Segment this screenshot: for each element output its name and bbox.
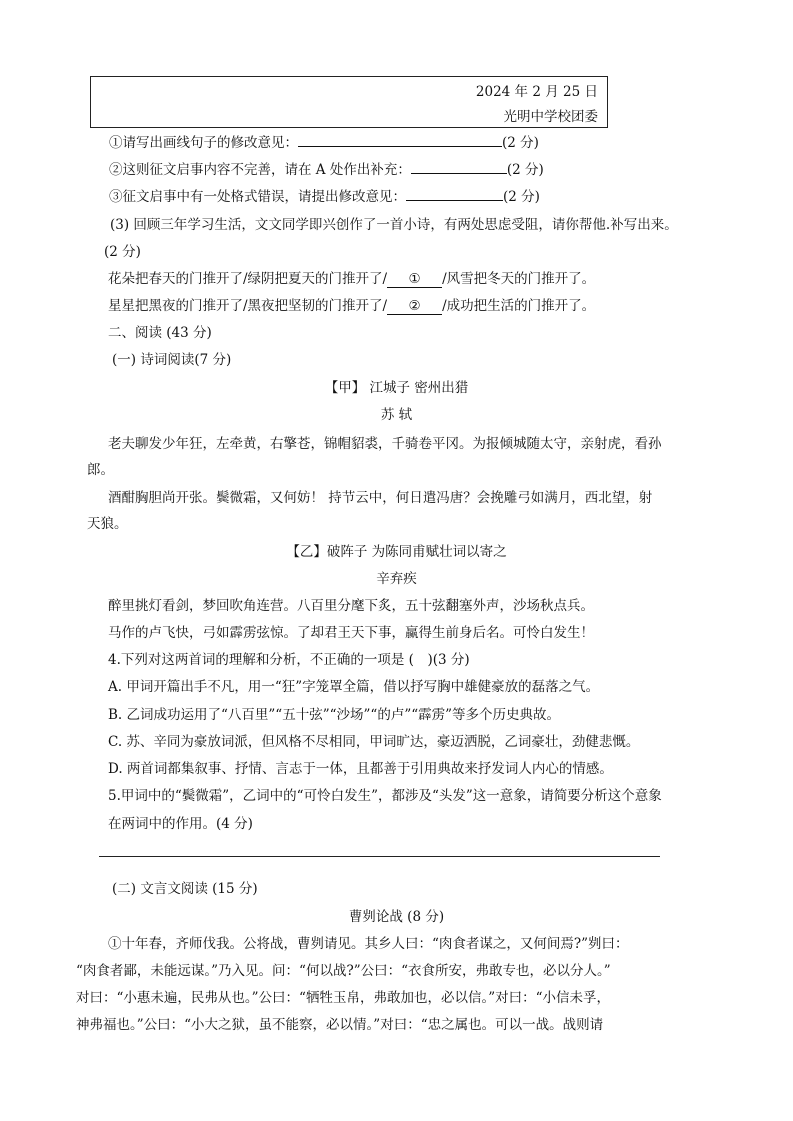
- classical-subtitle: (二) 文言文阅读 (15 分): [112, 881, 258, 897]
- classical-line-4: 神弗福也。”公曰：“小大之狱，虽不能察，必以情。”对曰：“忠之属也。可以一战。战则请: [76, 1017, 604, 1033]
- classical-line-2: “肉食者鄙，未能远谋。”乃入见。问：“何以战?”公曰：“衣食所安，弗敢专也，必以分人。”: [76, 963, 611, 979]
- poem-yi-author: 辛弃疾: [376, 571, 417, 587]
- q5-line-2: 在两词中的作用。(4 分): [108, 816, 253, 832]
- q3-item-1: ①请写出画线句子的修改意见： (2 分): [109, 131, 539, 151]
- q4-option-c[interactable]: C. 苏、辛同为豪放词派，但风格不尽相同，甲词旷达，豪迈洒脱，乙词豪壮，劲健悲慨。: [108, 734, 640, 750]
- q5-line-1: 5.甲词中的“鬓微霜”，乙词中的“可怜白发生”，都涉及“头发”这一意象，请简要分析这个意象: [108, 788, 662, 804]
- poem-line-2: 星星把黑夜的门推开了/黑夜把坚韧的门推开了/ ② /成功把生活的门推开了。: [108, 298, 596, 314]
- answer-blank[interactable]: [406, 186, 503, 201]
- notice-box: [90, 76, 608, 128]
- q4-option-b[interactable]: B. 乙词成功运用了“八百里”“五十弦”“沙场”“的卢”“霹雳”等多个历史典故。: [108, 707, 561, 723]
- poem-yi-title: 【乙】破阵子 为陈同甫赋壮词以寄之: [286, 544, 507, 560]
- poem-task-intro: (3) 回顾三年学习生活，文文同学即兴创作了一首小诗，有两处思虑受阻，请你帮他.补写出来。: [110, 217, 678, 233]
- q4-option-a[interactable]: A. 甲词开篇出手不凡，用一“狂”字笼罩全篇，借以抒写胸中雄健豪放的磊落之气。: [108, 679, 600, 695]
- q4-option-d[interactable]: D. 两首词都集叙事、抒情、言志于一体，且都善于引用典故来抒发词人内心的情感。: [108, 761, 613, 777]
- q3-item-2: ②这则征文启事内容不完善，请在 A 处作出补充： (2 分): [109, 158, 544, 178]
- poem-task-score: (2 分): [104, 244, 141, 260]
- poem-yi-line-1: 醉里挑灯看剑，梦回吹角连营。八百里分麾下炙，五十弦翻塞外声，沙场秋点兵。: [108, 598, 594, 614]
- notice-org: 光明中学校团委: [503, 109, 598, 125]
- poem-blank-2[interactable]: ②: [387, 298, 442, 315]
- section-2-sub-1: (一) 诗词阅读(7 分): [112, 352, 232, 368]
- classical-line-3: 对曰：“小惠未遍，民弗从也。”公曰：“牺牲玉帛，弗敢加也，必以信。”对曰：“小信未孚，: [76, 990, 611, 1006]
- notice-date: 2024 年 2 月 25 日: [475, 84, 598, 100]
- poem-jia-line-1b: 郎。: [87, 462, 114, 478]
- poem-line-1: 花朵把春天的门推开了/绿阴把夏天的门推开了/ ① /风雪把冬天的门推开了。: [108, 271, 596, 287]
- section-2-title: 二、阅读 (43 分): [108, 325, 212, 341]
- answer-line[interactable]: [99, 856, 660, 857]
- poem-jia-line-2b: 天狼。: [87, 516, 128, 532]
- poem-jia-author: 苏 轼: [380, 407, 413, 423]
- q4-stem: 4.下列对这两首词的理解和分析，不正确的一项是 ( )(3 分): [108, 652, 470, 668]
- poem-yi-line-2: 马作的卢飞快，弓如霹雳弦惊。了却君王天下事，赢得生前身后名。可怜白发生！: [108, 625, 594, 641]
- answer-blank[interactable]: [298, 132, 502, 147]
- poem-blank-1[interactable]: ①: [387, 271, 442, 288]
- poem-jia-line-2: 酒酣胸胆尚开张。鬓微霜，又何妨！ 持节云中，何日遣冯唐？会挽雕弓如满月，西北望，射: [108, 490, 653, 506]
- poem-jia-line-1: 老夫聊发少年狂，左牵黄，右擎苍，锦帽貂裘，千骑卷平冈。为报倾城随太守，亲射虎，看孙: [108, 436, 662, 452]
- answer-blank[interactable]: [411, 159, 507, 174]
- poem-jia-title: 【甲】 江城子 密州出猎: [324, 380, 469, 396]
- q3-item-3: ③征文启事中有一处格式错误，请提出修改意见： (2 分): [109, 185, 540, 205]
- classical-line-1: ①十年春，齐师伐我。公将战，曹刿请见。其乡人曰：“肉食者谋之，又何间焉?”刿曰：: [108, 936, 629, 952]
- classical-title: 曹刿论战 (8 分): [348, 909, 445, 925]
